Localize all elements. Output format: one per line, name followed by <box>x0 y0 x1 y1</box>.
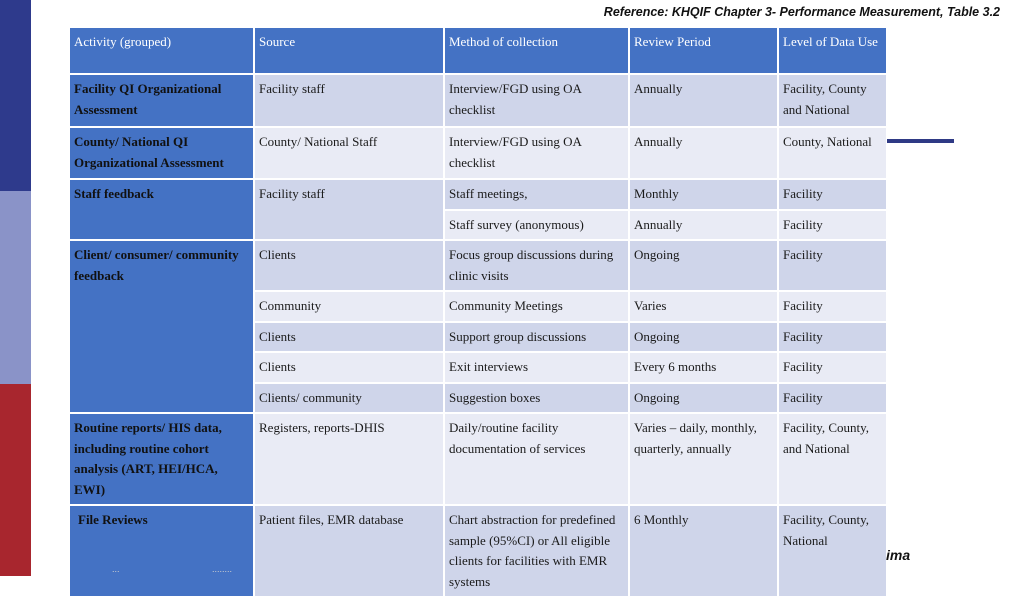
activity-cell: File Reviews <box>69 505 254 597</box>
review-period-cell: Ongoing <box>629 322 778 353</box>
source-cell: Facility staff <box>254 74 444 127</box>
source-cell: County/ National Staff <box>254 127 444 179</box>
data-use-cell: Facility <box>778 352 887 383</box>
review-period-cell: Annually <box>629 210 778 241</box>
faint-footer-mark: ... <box>112 564 120 574</box>
activity-cell: Staff feedback <box>69 179 254 240</box>
method-cell: Exit interviews <box>444 352 629 383</box>
side-bar-lavender <box>0 191 31 384</box>
header-review-period: Review Period <box>629 27 778 74</box>
review-period-cell: Annually <box>629 127 778 179</box>
reference-caption: Reference: KHQIF Chapter 3- Performance Measurement, Table 3.2 <box>603 5 1000 19</box>
source-cell: Facility staff <box>254 179 444 240</box>
review-period-cell: Annually <box>629 74 778 127</box>
data-use-cell: Facility <box>778 179 887 210</box>
review-period-cell: Ongoing <box>629 240 778 291</box>
faint-footer-mark: ........ <box>212 564 233 574</box>
data-use-cell: Facility <box>778 291 887 322</box>
table-header-row <box>69 27 887 74</box>
data-use-cell: Facility, County, and National <box>778 413 887 505</box>
table-row <box>69 240 887 291</box>
table-row <box>69 74 887 127</box>
method-cell: Chart abstraction for predefined sample (95%CI) or All eligible clients for facilities with EMR systems <box>444 505 629 597</box>
method-cell: Suggestion boxes <box>444 383 629 414</box>
activity-cell: Routine reports/ HIS data, including routine cohort analysis (ART, HEI/HCA, EWI) <box>69 413 254 505</box>
method-cell: Support group discussions <box>444 322 629 353</box>
review-period-cell: Every 6 months <box>629 352 778 383</box>
method-cell: Focus group discussions during clinic visits <box>444 240 629 291</box>
source-cell: Clients/ community <box>254 383 444 414</box>
data-use-cell: Facility <box>778 210 887 241</box>
source-cell: Registers, reports-DHIS <box>254 413 444 505</box>
method-cell: Staff survey (anonymous) <box>444 210 629 241</box>
review-period-cell: Varies <box>629 291 778 322</box>
activity-cell: Client/ consumer/ community feedback <box>69 240 254 413</box>
accent-line <box>887 139 954 143</box>
header-method: Method of collection <box>444 27 629 74</box>
side-bar-navy <box>0 0 31 191</box>
header-source: Source <box>254 27 444 74</box>
data-use-cell: County, National <box>778 127 887 179</box>
source-cell: Clients <box>254 240 444 291</box>
method-cell: Daily/routine facility documentation of services <box>444 413 629 505</box>
header-level-of-data-use: Level of Data Use <box>778 27 887 74</box>
method-cell: Interview/FGD using OA checklist <box>444 127 629 179</box>
activity-cell: Facility QI Organizational Assessment <box>69 74 254 127</box>
review-period-cell: Varies – daily, monthly, quarterly, annually <box>629 413 778 505</box>
performance-measurement-table <box>68 26 888 598</box>
source-cell: Community <box>254 291 444 322</box>
table-row <box>69 413 887 505</box>
source-cell: Clients <box>254 352 444 383</box>
review-period-cell: 6 Monthly <box>629 505 778 597</box>
activity-cell: County/ National QI Organizational Assessment <box>69 127 254 179</box>
review-period-cell: Monthly <box>629 179 778 210</box>
table-row <box>69 505 887 597</box>
side-bar-red <box>0 384 31 576</box>
table-row <box>69 127 887 179</box>
data-use-cell: Facility, County and National <box>778 74 887 127</box>
method-cell: Interview/FGD using OA checklist <box>444 74 629 127</box>
footer-text-fragment: ima <box>886 547 911 563</box>
source-cell: Clients <box>254 322 444 353</box>
data-use-cell: Facility <box>778 383 887 414</box>
table-row <box>69 179 887 210</box>
data-use-cell: Facility <box>778 240 887 291</box>
method-cell: Staff meetings, <box>444 179 629 210</box>
method-cell: Community Meetings <box>444 291 629 322</box>
data-use-cell: Facility <box>778 322 887 353</box>
header-activity: Activity (grouped) <box>69 27 254 74</box>
review-period-cell: Ongoing <box>629 383 778 414</box>
source-cell: Patient files, EMR database <box>254 505 444 597</box>
data-use-cell: Facility, County, National <box>778 505 887 597</box>
